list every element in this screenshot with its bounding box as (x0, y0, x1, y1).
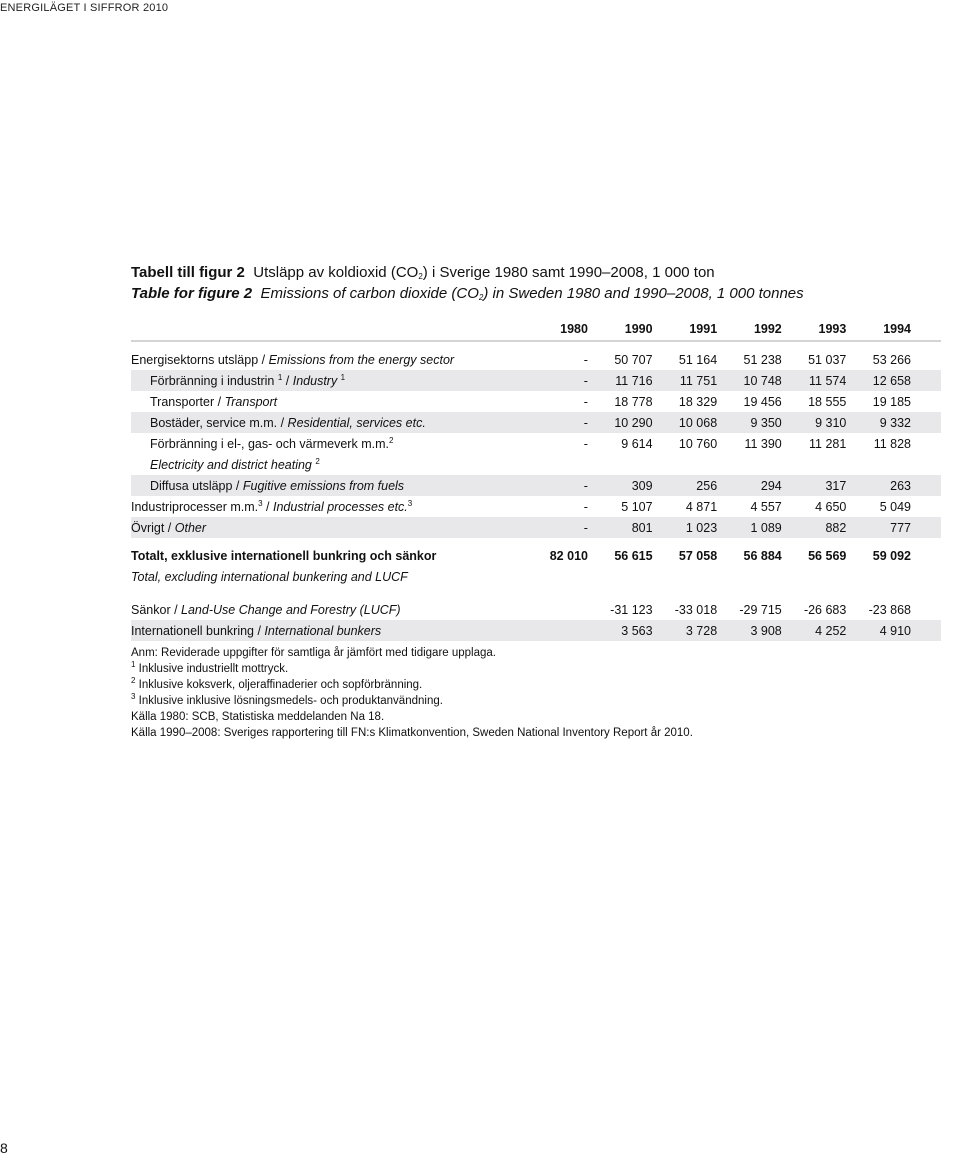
row-label: Övrigt / Other (131, 517, 524, 538)
table-cell: 11 751 (653, 370, 718, 391)
table-cell: -23 868 (868, 602, 911, 617)
table-cell (524, 599, 588, 620)
row-label: Electricity and district heating $^2$ (150, 456, 320, 472)
row-label: Förbränning i industrin $^1$ / Industry $^1$ (131, 370, 524, 391)
year-header: 1990 (588, 318, 653, 341)
table-row (131, 566, 941, 587)
table-cell: 10 068 (653, 412, 718, 433)
caption-swedish-text-a: Utsläpp av koldioxid (CO (253, 264, 419, 281)
table-cell: - (583, 436, 588, 451)
table-cell: 9 310 (782, 412, 847, 433)
row-label: Total, excluding international bunkering and LUCF (131, 569, 408, 584)
caption-swedish (131, 262, 941, 283)
table-cell: 9 332 (846, 412, 941, 433)
table-cell: - (524, 370, 588, 391)
table-cell: 12 658 (846, 370, 941, 391)
caption-english-label: Table for figure 2 (131, 285, 253, 302)
table-cell: 777 (846, 517, 941, 538)
table-cell: 10 760 (678, 436, 718, 451)
table-row (131, 517, 941, 538)
table-cell: 3 728 (653, 620, 718, 641)
table-cell: 59 092 (872, 548, 911, 563)
table-gap (131, 587, 941, 599)
page-number: 8 (0, 1140, 8, 1156)
table-cell: - (524, 475, 588, 496)
year-header: 1993 (782, 318, 847, 341)
table-cell: 309 (588, 475, 653, 496)
table-cell: 5 049 (879, 499, 911, 514)
table-row (131, 496, 941, 517)
table-row-total (131, 545, 941, 566)
table-row (131, 620, 941, 641)
table-cell: 4 252 (782, 620, 847, 641)
row-label: Transporter / Transport (150, 394, 278, 409)
table-row (131, 349, 941, 370)
note-anm: Anm: Reviderade uppgifter för samtliga år jämfört med tidigare upplaga. (131, 647, 496, 659)
table-cell: 51 164 (678, 352, 718, 367)
source-1990-2008: Källa 1990–2008: Sveriges rapportering till FN:s Klimatkonvention, Sweden National Inventory Report år 2010. (131, 727, 693, 739)
table-row (131, 599, 941, 620)
table-cell: 9 350 (717, 412, 782, 433)
table-cell: 18 329 (678, 394, 718, 409)
table-cell: 5 107 (621, 499, 653, 514)
footnote-3: $^3$ Inklusive inklusive lösningsmedels- och produktanvändning. (131, 692, 443, 707)
table-cell: 51 238 (743, 352, 782, 367)
table-cell: - (583, 352, 588, 367)
table-cell (524, 620, 588, 641)
table-cell: 3 908 (717, 620, 782, 641)
table-row (131, 454, 941, 475)
footnote-1: $^1$ Inklusive industriellt mottryck. (131, 660, 289, 675)
table-cell: 11 281 (809, 436, 847, 451)
table-cell: 4 650 (815, 499, 847, 514)
table-cell: 10 748 (717, 370, 782, 391)
table-cell: -33 018 (674, 602, 718, 617)
caption-swedish-text-b: ) i Sverige 1980 samt 1990–2008, 1 000 ton (422, 264, 715, 281)
table-row (131, 391, 941, 412)
table-cell: 10 290 (588, 412, 653, 433)
running-head: ENERGILÄGET I SIFFROR 2010 (0, 2, 169, 14)
table-cell: 4 557 (750, 499, 782, 514)
table-cell: 56 884 (743, 548, 782, 563)
year-header: 1991 (653, 318, 718, 341)
table-cell: 256 (653, 475, 718, 496)
source-1980: Källa 1980: SCB, Statistiska meddelanden Na 18. (131, 711, 385, 723)
year-header: 1992 (717, 318, 782, 341)
table-cell: - (583, 499, 588, 514)
row-label: Totalt, exklusive internationell bunkring och sänkor (131, 548, 437, 563)
table-row (131, 433, 941, 454)
year-header: 1994 (846, 318, 941, 341)
table-cell: 56 615 (614, 548, 653, 563)
table-cell: 294 (717, 475, 782, 496)
table-cell: 19 185 (872, 394, 911, 409)
table-cell: 3 563 (588, 620, 653, 641)
year-header: 1980 (524, 318, 588, 341)
table-cell: -29 715 (739, 602, 782, 617)
table-gap (131, 341, 941, 349)
row-label: Energisektorns utsläpp / Emissions from the energy sector (131, 352, 455, 367)
table-cell: - (524, 517, 588, 538)
caption-swedish-label: Tabell till figur 2 (131, 264, 245, 281)
table-cell: - (583, 394, 588, 409)
table-row (131, 412, 941, 433)
caption-english (131, 283, 941, 304)
header-label-cell (131, 318, 524, 341)
table-gap (131, 538, 941, 545)
caption-english-sub: 2 (478, 293, 484, 302)
table-notes (131, 645, 693, 741)
table-cell: 4 910 (846, 620, 941, 641)
row-label: Industriprocesser m.m.$^3$ / Industrial processes etc.$^3$ (131, 498, 413, 514)
table-cell: 50 707 (614, 352, 653, 367)
row-label: Sänkor / Land-Use Change and Forestry (LUCF) (131, 602, 401, 617)
table-cell: 11 574 (782, 370, 847, 391)
emissions-table (131, 318, 941, 641)
row-label: Bostäder, service m.m. / Residential, services etc. (131, 412, 524, 433)
row-label: Internationell bunkring / International bunkers (131, 620, 524, 641)
table-cell: 51 037 (808, 352, 847, 367)
table-cell: 53 266 (872, 352, 911, 367)
table-cell: 18 778 (614, 394, 653, 409)
table-cell: 18 555 (808, 394, 847, 409)
table-cell: 57 058 (678, 548, 718, 563)
table-caption (131, 262, 941, 304)
table-cell: 82 010 (549, 548, 588, 563)
caption-swedish-sub: 2 (418, 272, 423, 281)
table-cell: 4 871 (685, 499, 718, 514)
caption-english-text-a: Emissions of carbon dioxide (CO (260, 285, 479, 302)
footnote-2: $^2$ Inklusive koksverk, oljeraffinaderier och sopförbränning. (131, 676, 423, 691)
table-row (131, 370, 941, 391)
caption-english-text-b: ) in Sweden 1980 and 1990–2008, 1 000 tonnes (483, 285, 804, 302)
table-cell: 801 (588, 517, 653, 538)
table-cell: 56 569 (808, 548, 847, 563)
row-label: Diffusa utsläpp / Fugitive emissions from fuels (131, 475, 524, 496)
table-cell: 882 (782, 517, 847, 538)
table-cell: 9 614 (621, 436, 653, 451)
table-cell: 11 828 (873, 436, 911, 451)
table-cell: 263 (846, 475, 941, 496)
table-cell: 1 089 (717, 517, 782, 538)
table-cell: - (524, 412, 588, 433)
table-cell: 19 456 (743, 394, 782, 409)
table-cell: -31 123 (610, 602, 653, 617)
table-cell: 317 (782, 475, 847, 496)
row-label: Förbränning i el-, gas- och värmeverk m.m.$^2$ (150, 435, 394, 451)
table-cell: 11 390 (744, 436, 782, 451)
table-cell: 1 023 (653, 517, 718, 538)
table-header-row (131, 318, 941, 341)
table-cell: -26 683 (803, 602, 847, 617)
table-row (131, 475, 941, 496)
table-cell: 11 716 (588, 370, 653, 391)
